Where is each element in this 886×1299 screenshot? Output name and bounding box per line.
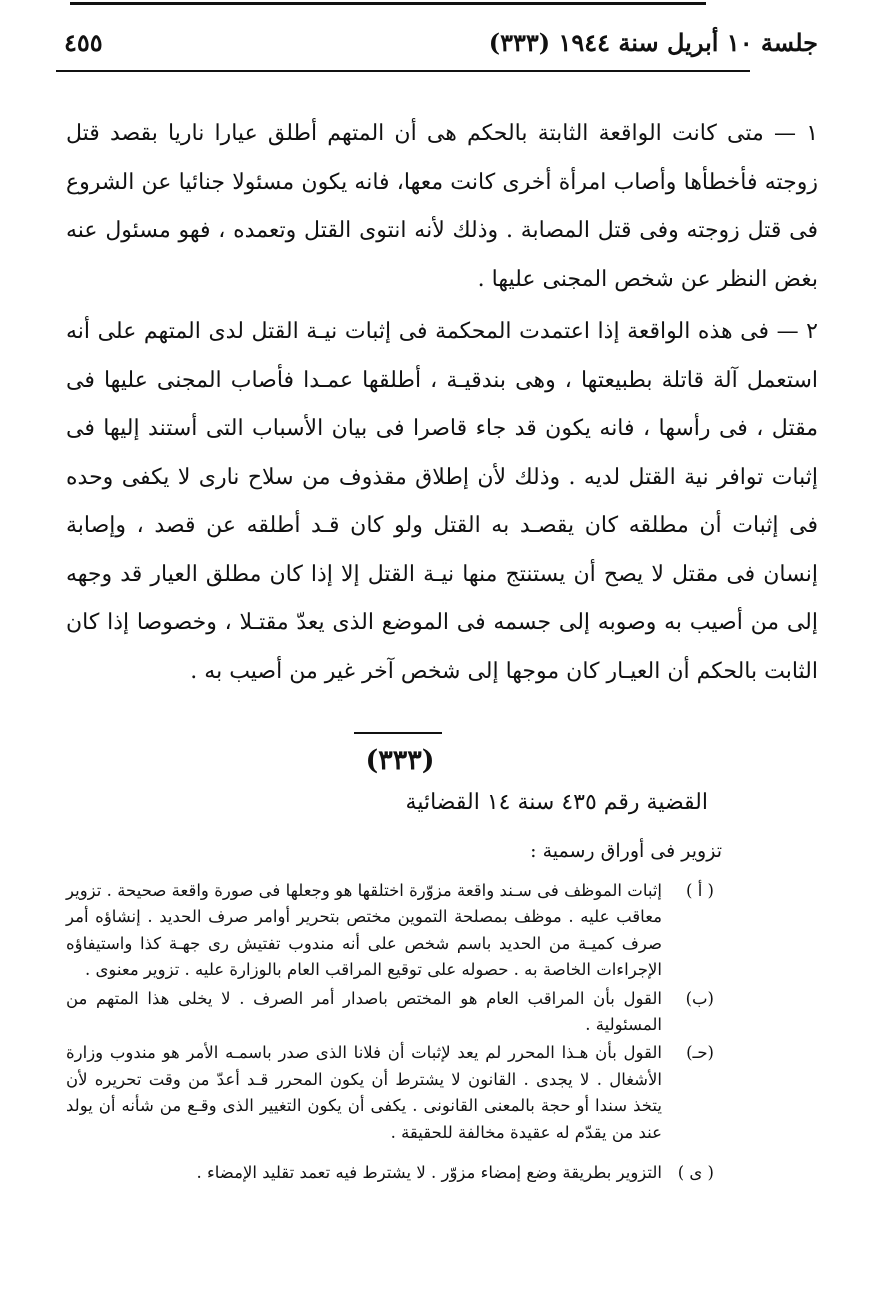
paragraph-text: متى كانت الواقعة الثابتة بالحكم هى أن المتهم أطلق عيارا ناريا بقصد قتل زوجته فأخطأها وأصاب امرأة أخرى كانت معها، فانه يكون مسئولا جنائيا عن الشروع فى قتل زوجته وفى قتل المصابة . وذلك لأنه انتوى القتل وتعمده ، فهو مسئول عنه بغض النظر عن شخص المجنى عليها .	[66, 121, 818, 292]
principles-body	[66, 110, 818, 696]
summary-item-text: القول بأن هـذا المحرر لم يعد لإثبات أن فلانا الذى صدر باسمـه الأمر هو مندوب وزارة الأشغال . لا يجدى . القانون لا يشترط أن يكون المحرر قـد أعدّ من وقت تحريره لأن يتخذ سندا أو حجة بالمعنى القانونى . يكفى أن يكون التغيير الذى وقـع من شأنه أن يولد عند من يقدّم له عقيدة مخالفة للحقيقة .	[66, 1043, 662, 1142]
summary-item-b	[66, 986, 714, 1039]
paragraph-dash: —	[774, 121, 796, 146]
paragraph-dash: —	[776, 319, 799, 344]
paragraph-number: ٢	[806, 319, 818, 344]
summary-item-label: ( أ )	[686, 881, 714, 900]
summary-item-d	[66, 1160, 714, 1186]
summary-item-text: التزوير بطريقة وضع إمضاء مزوّر . لا يشترط فيه تعمد تقليد الإمضاء .	[196, 1163, 662, 1183]
summary-item-label: ( ى )	[677, 1163, 714, 1183]
summary-item-text: إثبات الموظف فى سـند واقعة مزوّرة اختلقها هو وجعلها فى صورة واقعة صحيحة . تزوير معاقب عليه . موظف بمصلحة التموين مختص بتحرير أوامر صرف الحديد . إنشاؤه أمر صرف كميـة من الحديد باسم شخص على أنه مندوب تفتيش رى جهـة كذا واستيفاؤه الإجراءات الخاصة به . حصوله على توقيع المراقب العام بالوزارة عليه . تزوير معنوى .	[66, 881, 662, 980]
case-topic: تزوير فى أوراق رسمية :	[530, 840, 722, 862]
paragraph-number: ١	[806, 121, 819, 146]
section-separator	[354, 732, 442, 734]
paragraph-text: فى هذه الواقعة إذا اعتمدت المحكمة فى إثبات نيـة القتل لدى المتهم على أنه استعمل آلة قاتلة بطبيعتها ، وهى بندقيـة ، أطلقها عمـدا فأصاب المجنى عليها فى مقتل ، فى رأسها ، فانه يكون قد جاء قاصرا فى بيان الأسباب التى أستند إليها فى إثبات توافر نية القتل لديه . وذلك لأن إطلاق مقذوف من سلاح نارى لا يكفى وحده فى إثبات أن مطلقه كان يقصـد به القتل ولو كان قـد أطلقه عن قصد ، وإصابة إنسان فى مقتل لا يصح أن يستنتج منها نيـة القتل إلا إذا كان مطلق العيار قد وجهه إلى من أصيب به وصوبه إلى جسمه فى الموضع الذى يعدّ مقتـلا ، وخصوصا إذا كان الثابت بالحكم أن العيـار كان موجها إلى شخص آخر غير من أصيب به .	[66, 319, 818, 684]
running-header	[64, 28, 818, 64]
principle-paragraph-1	[66, 110, 818, 304]
summary-item-c	[66, 1040, 714, 1146]
case-reference: القضية رقم ٤٣٥ سنة ١٤ القضائية	[405, 790, 708, 815]
summary-item-label: (حـ)	[686, 1043, 714, 1063]
case-summary	[66, 878, 714, 1188]
principle-paragraph-2	[66, 308, 818, 696]
header-rule	[56, 70, 750, 72]
header-title: جلسة ١٠ أبريل سنة ١٩٤٤ (٣٣٣)	[488, 28, 818, 57]
summary-item-label: (ب)	[685, 988, 714, 1008]
summary-item-a	[66, 878, 714, 984]
case-number: (٣٣٣)	[365, 745, 435, 776]
page-number: ٤٥٥	[64, 28, 103, 57]
summary-item-text: القول بأن المراقب العام هو المختص باصدار أمر الصرف . لا يخلى هذا المتهم من المسئولية .	[66, 988, 662, 1035]
top-border-rule	[70, 2, 706, 5]
